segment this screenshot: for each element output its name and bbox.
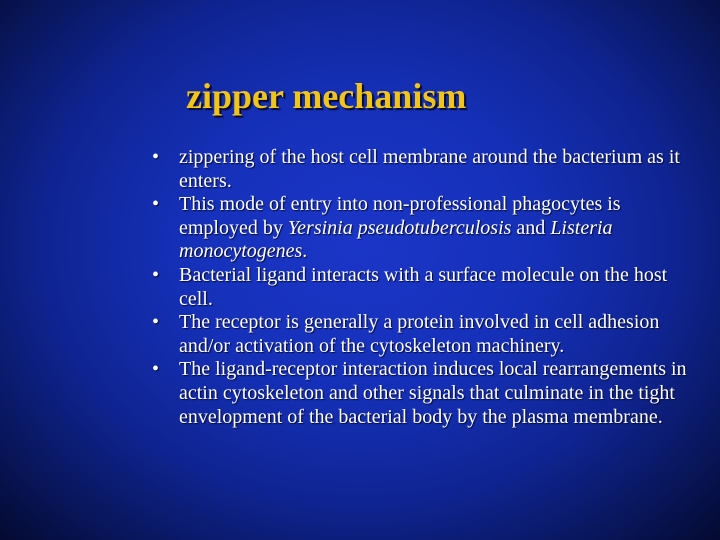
bullet-dot-icon: • <box>152 193 160 216</box>
species-name-yersinia: Yersinia pseudotuberculosis <box>287 216 512 239</box>
species-name-listeria: Listeria monocytogenes <box>179 216 613 263</box>
bullet-text: zippering of the host cell membrane around the bacterium as it enters. <box>179 146 680 192</box>
bullet-text-segment: and <box>511 216 551 239</box>
bullet-dot-icon: • <box>152 146 160 168</box>
bullet-dot-icon: • <box>152 311 160 334</box>
bullet-dot-icon: • <box>152 358 160 381</box>
bullet-text-segment: This mode of entry into non-professional phagocytes is employed by <box>179 193 621 239</box>
bullet-item <box>152 146 692 193</box>
bullet-item <box>152 264 692 311</box>
bullet-item <box>152 311 692 358</box>
bullet-text: Bacterial ligand interacts with a surface molecule on the host cell. <box>179 263 668 310</box>
slide-title: zipper mechanism <box>186 76 467 116</box>
bullet-text <box>179 193 621 262</box>
bullet-text-segment: . <box>302 240 308 263</box>
bullet-text: The receptor is generally a protein involved in cell adhesion and/or activation of the cytoskeleton machinery. <box>179 311 660 357</box>
bullet-text: The ligand-receptor interaction induces local rearrangements in actin cytoskeleton and other signals that culminate in the tight envelopment of the bacterial body by the plasma membrane. <box>179 358 687 428</box>
bullet-item <box>152 193 692 264</box>
bullet-list <box>152 146 692 429</box>
bullet-dot-icon: • <box>152 263 160 286</box>
bullet-item <box>152 358 692 429</box>
